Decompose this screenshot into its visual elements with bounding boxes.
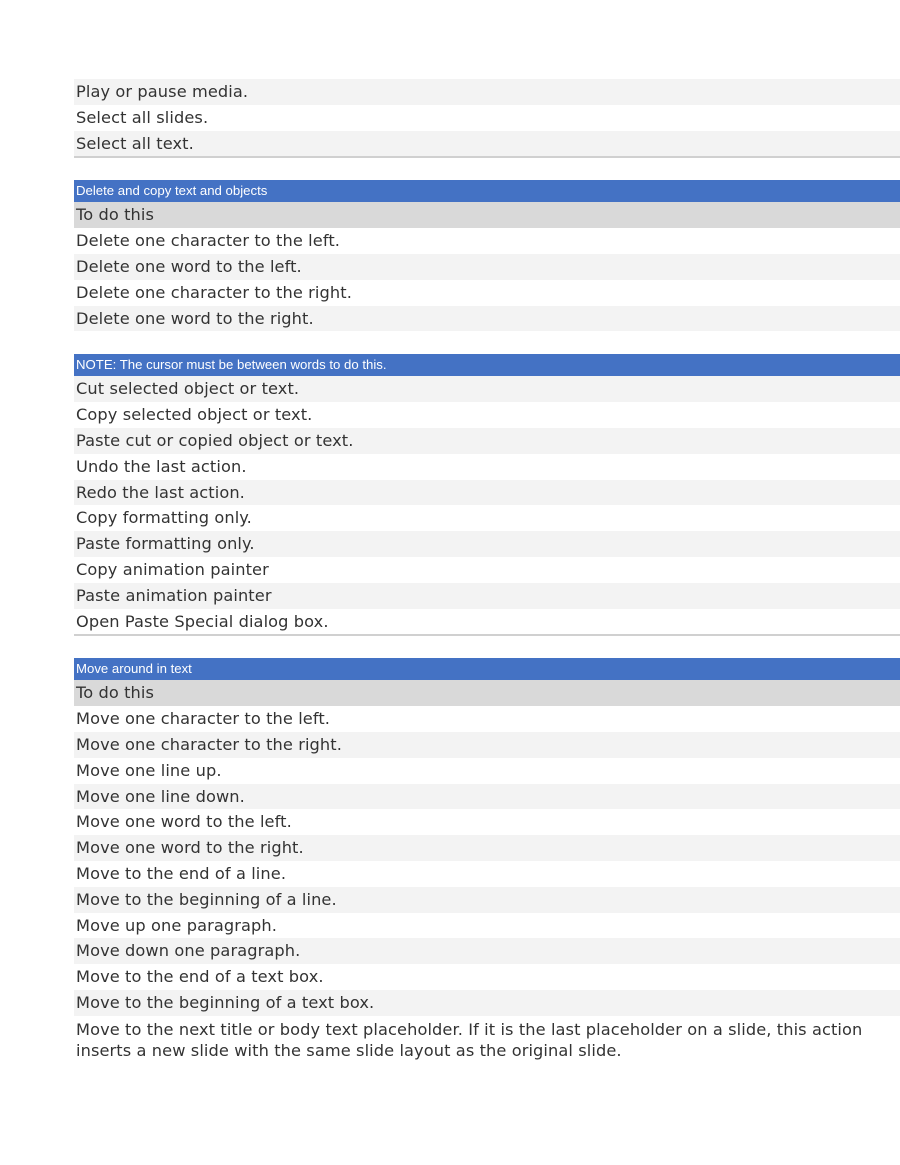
column-header: To do this: [74, 680, 900, 706]
table-row: Move one character to the right.: [74, 732, 900, 758]
table-row: Delete one character to the left.: [74, 228, 900, 254]
table-row: Paste formatting only.: [74, 531, 900, 557]
table-row: Move to the beginning of a line.: [74, 887, 900, 913]
table-row: Move one word to the right.: [74, 835, 900, 861]
table-row: Open Paste Special dialog box.: [74, 609, 900, 635]
table-row: Move one character to the left.: [74, 706, 900, 732]
table-row: Move to the end of a text box.: [74, 964, 900, 990]
table-row: Move one word to the left.: [74, 809, 900, 835]
table-row: Move one line up.: [74, 758, 900, 784]
table-row: Move to the end of a line.: [74, 861, 900, 887]
table-row: Redo the last action.: [74, 480, 900, 506]
table-row: Move to the next title or body text placeholder. If it is the last placeholder on a slide, this action inserts a new slide with the same slide layout as the original slide.: [74, 1016, 900, 1064]
table-row: Move down one paragraph.: [74, 938, 900, 964]
delete-copy-table: [74, 202, 900, 331]
table-row: Move to the beginning of a text box.: [74, 990, 900, 1016]
table-row: Paste cut or copied object or text.: [74, 428, 900, 454]
document-page: [74, 79, 900, 1064]
section-header-move-around: Move around in text: [74, 658, 900, 680]
spacer: [74, 331, 900, 354]
spacer: [74, 636, 900, 658]
table-row: Delete one word to the right.: [74, 306, 900, 332]
column-header: To do this: [74, 202, 900, 228]
table-row: Copy selected object or text.: [74, 402, 900, 428]
table-row: Select all slides.: [74, 105, 900, 131]
table-row: Paste animation painter: [74, 583, 900, 609]
table-row: Cut selected object or text.: [74, 376, 900, 402]
table-row: Copy animation painter: [74, 557, 900, 583]
note-table: [74, 376, 900, 634]
table-row: Copy formatting only.: [74, 505, 900, 531]
table-row: Move one line down.: [74, 784, 900, 810]
section-header-note: NOTE: The cursor must be between words to do this.: [74, 354, 900, 376]
section-header-delete-copy: Delete and copy text and objects: [74, 180, 900, 202]
intro-table: [74, 79, 900, 156]
table-row: Delete one word to the left.: [74, 254, 900, 280]
move-around-table: [74, 680, 900, 1063]
table-row: Select all text.: [74, 131, 900, 157]
table-row: Play or pause media.: [74, 79, 900, 105]
spacer: [74, 158, 900, 180]
table-row: Undo the last action.: [74, 454, 900, 480]
table-row: Delete one character to the right.: [74, 280, 900, 306]
table-row: Move up one paragraph.: [74, 913, 900, 939]
